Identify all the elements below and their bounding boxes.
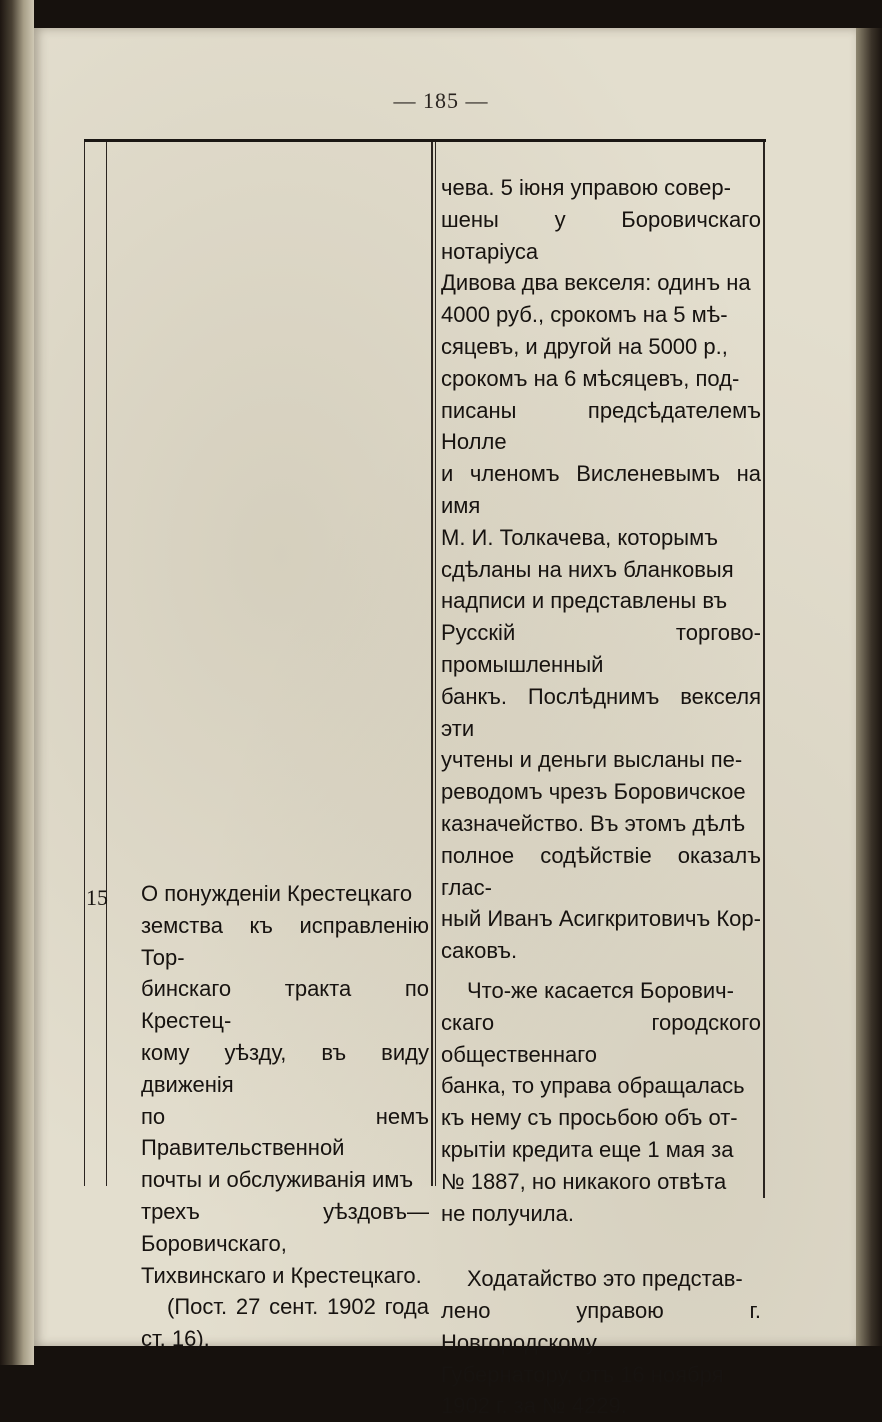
right-line: ный Иванъ Асигкритовичъ Кор- — [441, 906, 761, 932]
right-line: реводомъ чрезъ Боровичское — [441, 779, 746, 805]
right-line: № 1887, но никакого отвѣта — [441, 1168, 727, 1194]
right-line: сяцевъ, и другой на 5000 р., — [441, 333, 728, 359]
right-column-divider — [435, 142, 436, 1186]
right-line: банкъ. Послѣднимъ векселя эти — [441, 683, 761, 741]
right-line: 4000 руб., срокомъ на 5 мѣ- — [441, 302, 728, 328]
right-line: саковъ. — [441, 938, 518, 964]
right-line: полное содѣйствіе оказалъ глас- — [441, 842, 761, 900]
right-line: казначейство. Въ этомъ дѣлѣ — [441, 810, 746, 836]
right-line: М. И. Толкачева, которымъ — [441, 524, 718, 550]
page-number: — 185 — — [393, 88, 489, 113]
left-line: трехъ уѣздовъ— Боровичскаго, — [141, 1198, 429, 1256]
right-paragraph-2 — [441, 975, 761, 1229]
left-line: кому уѣзду, въ виду движенія — [141, 1039, 429, 1097]
right-paragraph-1 — [441, 172, 761, 967]
right-line: лено управою г. Новгородскому — [441, 1298, 761, 1355]
table-top-rule — [84, 139, 766, 142]
book-spine-left — [0, 0, 34, 1365]
left-line: земства къ исправленію Тор- — [141, 912, 429, 970]
table-right-border — [763, 142, 765, 1198]
right-line: Ходатайство это представ- — [467, 1266, 743, 1292]
right-line: чева. 5 іюня управою совер- — [441, 175, 731, 200]
left-line: бинскаго тракта по Крестец- — [141, 976, 429, 1034]
right-line: не получила. — [441, 1200, 574, 1226]
right-line: учтены и деньги высланы пе- — [441, 747, 743, 773]
row-number: 15 — [86, 885, 108, 910]
right-line: скаго городского общественнаго — [441, 1009, 761, 1067]
left-line: Тихвинскаго и Крестецкаго. — [141, 1262, 422, 1288]
left-line: почты и обслуживанія имъ — [141, 1167, 414, 1193]
right-line: крытіи кредита еще 1 мая за — [441, 1136, 734, 1162]
right-line: сдѣланы на нихъ бланковыя — [441, 556, 734, 582]
right-line: срокомъ на 6 мѣсяцевъ, под- — [441, 365, 740, 391]
table-left-border — [84, 142, 85, 1186]
left-column-text — [141, 878, 429, 1355]
right-column-text — [441, 172, 761, 1422]
left-citation: (Пост. 27 сент. 1902 года ст. 16). — [141, 1294, 429, 1352]
right-line: Дивова два векселя: одинъ на — [441, 270, 751, 296]
book-page-edge — [856, 28, 882, 1346]
right-line: Русскій торгово-промышленный — [441, 620, 761, 677]
right-line: къ нему съ просьбою объ от- — [441, 1105, 738, 1131]
right-line: Губернатору, отъ 16 ноября — [441, 1361, 724, 1387]
right-paragraph-3 — [441, 1263, 761, 1422]
right-line: надписи и представлены въ — [441, 588, 728, 614]
right-line: и членомъ Висленевымъ на имя — [441, 461, 761, 518]
right-line: Что-же касается Борович- — [467, 977, 734, 1003]
middle-column-divider — [431, 142, 433, 1186]
right-line: 1902 г. за № 4229. — [441, 1393, 627, 1419]
right-line: шены у Боровичскаго нотаріуса — [441, 206, 761, 264]
number-column-divider — [106, 142, 107, 1186]
right-line: писаны предсѣдателемъ Нолле — [441, 397, 761, 455]
left-line: О понужденіи Крестецкаго — [141, 881, 413, 906]
right-line: банка, то управа обращалась — [441, 1073, 745, 1099]
left-line: по немъ Правительственной — [141, 1103, 429, 1161]
